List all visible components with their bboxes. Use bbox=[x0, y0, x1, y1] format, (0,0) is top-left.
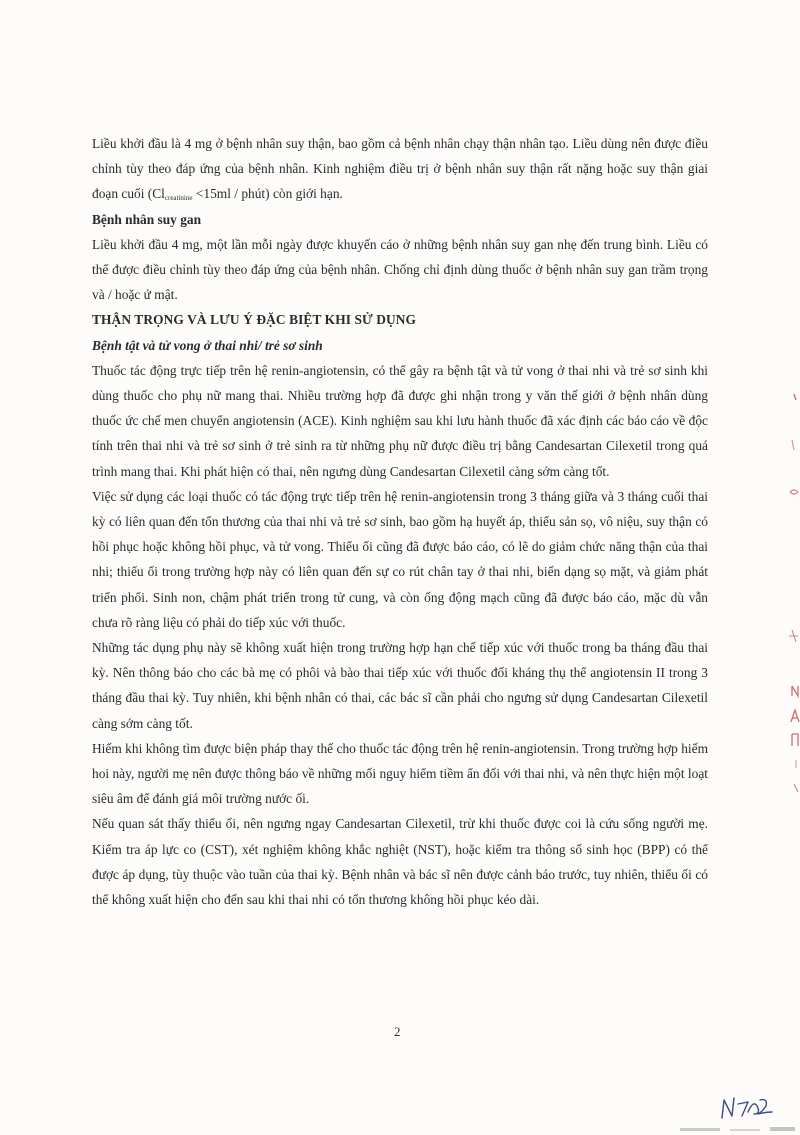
renal-dosage-paragraph bbox=[92, 131, 708, 207]
renal-dosage-text-end: <15ml / phút) còn giới hạn. bbox=[192, 186, 343, 202]
section-title: THẬN TRỌNG VÀ LƯU Ý ĐẶC BIỆT KHI SỬ DỤNG bbox=[92, 312, 417, 328]
liver-heading: Bệnh nhân suy gan bbox=[92, 211, 202, 227]
fetal-paragraph-5: Nếu quan sát thấy thiểu ối, nên ngưng ngay Candesartan Cilexetil, trừ khi thuốc được coi là cứu sống người mẹ. Kiểm tra áp lực co (CST), xét nghiệm không khắc nghiệt (NST), hoặc kiểm tra thông số sinh học (BPP) có thể được áp dụng, tùy thuộc vào tuần của thai kỳ. Bệnh nhân và bác sĩ nên được cảnh báo trước, tuy nhiên, thiểu ối có thể không xuất hiện cho đến sau khi thai nhi có tổn thương không hồi phục kéo dài. bbox=[92, 816, 708, 908]
handwritten-initials bbox=[718, 1090, 788, 1124]
document-body bbox=[92, 131, 708, 912]
page-number: 2 bbox=[394, 1024, 401, 1039]
fetal-paragraph-4: Hiếm khi không tìm được biện pháp thay thế cho thuốc tác động trên hệ renin-angiotensin. Trong trường hợp hiếm hoi này, người mẹ nên được thông báo về những mối nguy hiểm tiềm ẩn đối với thai nhi, và nên thực hiện một loạt siêu âm để đánh giá môi trường nước ối. bbox=[92, 740, 708, 807]
fetal-paragraph-1: Thuốc tác động trực tiếp trên hệ renin-angiotensin, có thể gây ra bệnh tật và tử vong ở thai nhi và trẻ sơ sinh khi dùng thuốc cho phụ nữ mang thai. Nhiều trường hợp đã được ghi nhận trong y văn thế giới ở bệnh nhân dùng thuốc ức chế men chuyển angiotensin (ACE). Kinh nghiệm sau khi lưu hành thuốc đã xác định các báo cáo về độc tính trên thai nhi và trẻ sơ sinh ở trẻ sinh ra từ những phụ nữ được điều trị bằng Candesartan Cilexetil trong quá trình mang thai. Khi phát hiện có thai, nên ngưng dùng Candesartan Cilexetil càng sớm càng tốt. bbox=[92, 362, 708, 479]
fetal-paragraph-2: Việc sử dụng các loại thuốc có tác động trực tiếp trên hệ renin-angiotensin trong 3 tháng giữa và 3 tháng cuối thai kỳ có liên quan đến tổn thương của thai nhi và trẻ sơ sinh, bao gồm hạ huyết áp, thiểu sản sọ, vô niệu, suy thận có hồi phục hoặc không hồi phục, và tử vong. Thiểu ối cũng đã được báo cáo, có lẽ do giảm chức năng thận của thai nhi; thiểu ối trong trường hợp này có liên quan đến sự co rút chân tay ở thai nhi, biến dạng sọ mặt, và giảm phát triển phổi. Sinh non, chậm phát triển trong tử cung, và còn ống động mạch cũng đã được báo cáo, mặc dù vẫn chưa rõ ràng liệu có phải do tiếp xúc với thuốc. bbox=[92, 488, 708, 630]
scan-artifact bbox=[560, 1124, 800, 1135]
creatinine-subscript: creatinine bbox=[164, 194, 193, 203]
stamp-edge-marks bbox=[780, 380, 800, 800]
liver-paragraph: Liều khởi đầu 4 mg, một lần mỗi ngày được khuyến cáo ở những bệnh nhân suy gan nhẹ đến trung bình. Liều có thể được điều chỉnh tùy theo đáp ứng của bệnh nhân. Chống chỉ định dùng thuốc ở bệnh nhân suy gan trầm trọng và / hoặc ứ mật. bbox=[92, 236, 708, 303]
renal-dosage-text: Liều khởi đầu là 4 mg ở bệnh nhân suy thận, bao gồm cả bệnh nhân chạy thận nhân tạo. Liều dùng nên được điều chỉnh tùy theo đáp ứng của bệnh nhân. Kinh nghiệm điều trị ở bệnh nhân suy thận rất nặng hoặc suy thận giai đoạn cuối (Cl bbox=[92, 136, 708, 202]
fetal-paragraph-3: Những tác dụng phụ này sẽ không xuất hiện trong trường hợp hạn chế tiếp xúc với thuốc trong ba tháng đầu thai kỳ. Nên thông báo cho các bà mẹ có phôi và bào thai tiếp xúc với thuốc đối kháng thụ thể angiotensin II trong 3 tháng đầu thai kỳ. Tuy nhiên, khi bệnh nhân có thai, các bác sĩ cần phải cho ngưng sử dụng Candesartan Cilexetil càng sớm càng tốt. bbox=[92, 640, 708, 731]
fetal-subtitle: Bệnh tật và tử vong ở thai nhi/ trẻ sơ sinh bbox=[92, 337, 323, 353]
